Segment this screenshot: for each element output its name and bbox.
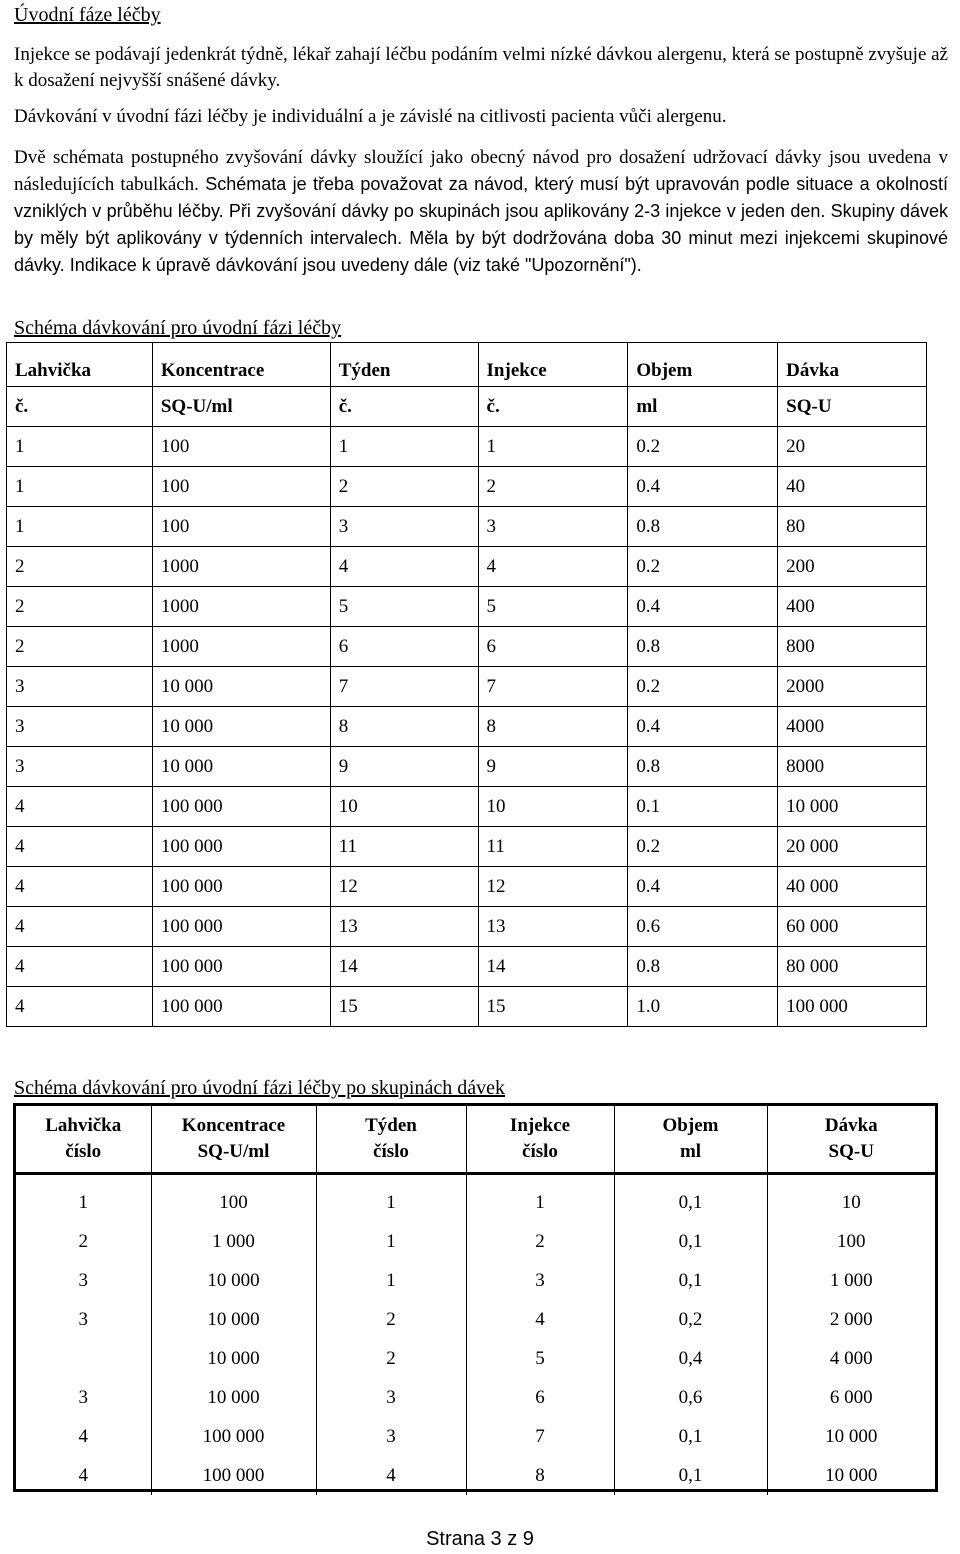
table-cell: 0.8: [628, 747, 778, 787]
table-cell: 0.4: [628, 587, 778, 627]
table-cell: 60 000: [778, 907, 927, 947]
column-header: Objem: [628, 343, 778, 387]
table-cell: 1: [466, 1174, 614, 1223]
table-cell: 10 000: [778, 787, 927, 827]
table-cell: 14: [330, 947, 478, 987]
table-cell: 4: [316, 1456, 466, 1495]
table-cell: 4 000: [767, 1339, 935, 1378]
table-row: [7, 627, 927, 667]
table-cell: 0.8: [628, 507, 778, 547]
table-row: [7, 587, 927, 627]
table-cell: 20: [778, 427, 927, 467]
table-cell: 12: [330, 867, 478, 907]
table-cell: 11: [330, 827, 478, 867]
table-cell: 100 000: [152, 787, 330, 827]
dosing-table-groups-frame: [13, 1103, 938, 1492]
table-cell: 2: [7, 587, 153, 627]
dosing-table-groups: [16, 1106, 935, 1495]
column-header-unit: SQ-U: [778, 387, 927, 427]
table-cell: 10: [767, 1174, 935, 1223]
table-row: [7, 467, 927, 507]
table-cell: 3: [478, 507, 628, 547]
table-cell: 1000: [152, 587, 330, 627]
column-header: [466, 1106, 614, 1174]
table-header-row: [7, 343, 927, 387]
table-cell: 4: [478, 547, 628, 587]
table-cell: 200: [778, 547, 927, 587]
column-header: Týden: [330, 343, 478, 387]
table-cell: 5: [330, 587, 478, 627]
table-cell: 100: [151, 1174, 316, 1223]
table-cell: 8000: [778, 747, 927, 787]
table-cell: 10 000: [151, 1261, 316, 1300]
table-cell: 1: [330, 427, 478, 467]
table-cell: 4: [7, 907, 153, 947]
table-cell: [16, 1339, 151, 1378]
dosing-table-initial: [6, 342, 927, 1027]
column-header-title: Lahvička: [45, 1115, 122, 1136]
table-cell: 3: [7, 667, 153, 707]
table-cell: 0.1: [628, 787, 778, 827]
table-row: [16, 1456, 935, 1495]
table-cell: 100 000: [778, 987, 927, 1027]
table-cell: 14: [478, 947, 628, 987]
table-cell: 5: [466, 1339, 614, 1378]
column-header-title: Dávka: [824, 1115, 878, 1136]
column-header: Koncentrace: [152, 343, 330, 387]
column-header-unit: číslo: [522, 1141, 558, 1162]
table-cell: 1000: [152, 627, 330, 667]
table-cell: 10 000: [151, 1339, 316, 1378]
table-cell: 4: [78, 1425, 88, 1447]
column-header-unit: č.: [7, 387, 153, 427]
table-cell: 0.8: [628, 947, 778, 987]
table-cell: 10: [478, 787, 628, 827]
table-row: [7, 547, 927, 587]
table-cell: 2: [466, 1222, 614, 1261]
table-cell: 1: [478, 427, 628, 467]
table-cell: 1 000: [151, 1222, 316, 1261]
table-cell: 10 000: [151, 1300, 316, 1339]
table-row: [7, 427, 927, 467]
table-row: [7, 867, 927, 907]
table-cell: 3: [78, 1386, 88, 1408]
column-header: Dávka: [778, 343, 927, 387]
table-cell: 100: [152, 427, 330, 467]
table-cell: 100 000: [152, 987, 330, 1027]
table-cell: 6 000: [767, 1378, 935, 1417]
column-header-unit: ml: [628, 387, 778, 427]
table-cell: 0.6: [628, 907, 778, 947]
section-heading: Úvodní fáze léčby: [14, 4, 161, 26]
column-header-unit: č.: [478, 387, 628, 427]
table-cell: 9: [330, 747, 478, 787]
table-cell: 40: [778, 467, 927, 507]
table-cell: 2: [478, 467, 628, 507]
table-cell: 6: [330, 627, 478, 667]
table-cell: 7: [478, 667, 628, 707]
table-cell: 40 000: [778, 867, 927, 907]
paragraph-schemes-part2: Schémata je třeba považovat za návod, který musí být upravován podle situace a okolností vzniklých v průběhu léčby. Při zvyšování dávky po skupinách jsou aplikovány 2-3 injekce v jeden den. Skupiny dávek by měly být aplikovány v týdenních intervalech. Měla by být dodržována doba 30 minut mezi injekcemi skupinové dávky. Indikace k úpravě dávkování jsou uvedeny dále (viz také "Upozornění").: [14, 174, 948, 275]
table-cell: 100 000: [152, 907, 330, 947]
table-cell: 1: [7, 507, 153, 547]
table-cell: 8: [466, 1456, 614, 1495]
table-cell: 100: [767, 1222, 935, 1261]
table-cell: 1: [316, 1261, 466, 1300]
table-cell: 1.0: [628, 987, 778, 1027]
table-cell: 7: [466, 1417, 614, 1456]
table-cell: 8: [330, 707, 478, 747]
table-cell: 2: [316, 1339, 466, 1378]
table-cell: 0,1: [614, 1456, 767, 1495]
table2-caption: Schéma dávkování pro úvodní fázi léčby po skupinách dávek: [14, 1077, 505, 1099]
column-header: [316, 1106, 466, 1174]
table-row: [7, 747, 927, 787]
table-cell: 0.4: [628, 707, 778, 747]
table-row: [16, 1222, 935, 1261]
table-cell: 3: [316, 1417, 466, 1456]
table-cell: 6: [466, 1378, 614, 1417]
column-header: [16, 1106, 151, 1174]
table-cell: 2: [330, 467, 478, 507]
table-cell: 3: [330, 507, 478, 547]
table-cell: 800: [778, 627, 927, 667]
table-row: [16, 1261, 935, 1300]
table-cell: 100: [152, 467, 330, 507]
table-cell: 2 000: [767, 1300, 935, 1339]
table-cell: 2: [7, 627, 153, 667]
table-cell: 2: [316, 1300, 466, 1339]
paragraph-dosing-individual: Dávkování v úvodní fázi léčby je individuální a je závislé na citlivosti pacienta vůči alergenu.: [14, 106, 727, 127]
table-cell: 4: [7, 987, 153, 1027]
table-cell: 2000: [778, 667, 927, 707]
table-row: [7, 947, 927, 987]
table-cell: 0,4: [614, 1339, 767, 1378]
table-row: [7, 707, 927, 747]
table-cell: 3: [78, 1308, 88, 1330]
table-cell: 0.8: [628, 627, 778, 667]
table-cell: 5: [478, 587, 628, 627]
table-cell: 11: [478, 827, 628, 867]
table-header-units-row: [7, 387, 927, 427]
table-cell: 0,1: [614, 1261, 767, 1300]
table-cell: 10 000: [767, 1456, 935, 1495]
table-cell: 100: [152, 507, 330, 547]
table-cell: 0,1: [614, 1174, 767, 1223]
paragraph-schemes-part1: Dvě schémata postupného zvyšování dávky sloužící jako obecný návod pro dosažení udržovací dávky jsou uvedena v následujících tabulkách.: [14, 147, 948, 195]
table-cell: 12: [478, 867, 628, 907]
table-cell: 15: [478, 987, 628, 1027]
column-header-unit: SQ-U/ml: [197, 1141, 270, 1162]
table-cell: 3: [7, 707, 153, 747]
table-cell: 3: [316, 1378, 466, 1417]
column-header: [614, 1106, 767, 1174]
column-header: [767, 1106, 935, 1174]
table-cell: 15: [330, 987, 478, 1027]
table-cell: 10 000: [152, 747, 330, 787]
table-cell: 100 000: [151, 1417, 316, 1456]
table-cell: 2: [78, 1230, 88, 1252]
table-cell: 4000: [778, 707, 927, 747]
table-cell: 4: [466, 1300, 614, 1339]
column-header-unit: číslo: [373, 1141, 409, 1162]
table-cell: 80: [778, 507, 927, 547]
table-cell: 100 000: [152, 827, 330, 867]
table-cell: 100 000: [152, 947, 330, 987]
table-cell: 0.2: [628, 427, 778, 467]
table-cell: 0.4: [628, 867, 778, 907]
table-cell: 100 000: [152, 867, 330, 907]
table-row: [7, 827, 927, 867]
table-cell: 7: [330, 667, 478, 707]
table-cell: 10 000: [152, 707, 330, 747]
paragraph-schemes: [14, 145, 948, 279]
column-header-title: Týden: [365, 1115, 417, 1136]
table-cell: 1: [78, 1191, 88, 1213]
page-number: Strana 3 z 9: [426, 1528, 534, 1550]
column-header-unit: ml: [679, 1141, 702, 1162]
table-row: [7, 507, 927, 547]
table-row: [16, 1339, 935, 1378]
table-cell: 0,2: [614, 1300, 767, 1339]
table-cell: 13: [330, 907, 478, 947]
column-header-title: Injekce: [509, 1115, 571, 1136]
table-cell: 1000: [152, 547, 330, 587]
table-cell: 2: [7, 547, 153, 587]
table-row: [16, 1378, 935, 1417]
table-cell: 4: [7, 787, 153, 827]
column-header: [151, 1106, 316, 1174]
column-header: Injekce: [478, 343, 628, 387]
table-cell: 3: [78, 1269, 88, 1291]
table-cell: 13: [478, 907, 628, 947]
table-cell: 0.2: [628, 667, 778, 707]
table-row: [16, 1174, 935, 1223]
table-cell: 0.2: [628, 827, 778, 867]
table-cell: 4: [7, 867, 153, 907]
column-header-title: Objem: [662, 1115, 719, 1136]
table-row: [7, 667, 927, 707]
paragraph-injections: Injekce se podávají jedenkrát týdně, lékař zahají léčbu podáním velmi nízké dávkou alergenu, která se postupně zvyšuje až k dosažení nejvyšší snášené dávky.: [14, 44, 948, 91]
table-cell: 1: [7, 467, 153, 507]
table-cell: 1: [316, 1222, 466, 1261]
table-cell: 4: [78, 1464, 88, 1486]
table-row: [7, 787, 927, 827]
table-cell: 0,6: [614, 1378, 767, 1417]
table-cell: 0.4: [628, 467, 778, 507]
table-header-row: [16, 1106, 935, 1174]
table-cell: 20 000: [778, 827, 927, 867]
table-cell: 100 000: [151, 1456, 316, 1495]
table-cell: 10 000: [151, 1378, 316, 1417]
table1-caption: Schéma dávkování pro úvodní fázi léčby: [14, 317, 342, 339]
table-cell: 0,1: [614, 1222, 767, 1261]
column-header-unit: SQ-U/ml: [152, 387, 330, 427]
table-cell: 1: [7, 427, 153, 467]
column-header-unit: číslo: [65, 1141, 102, 1162]
table-cell: 0,1: [614, 1417, 767, 1456]
table-cell: 3: [466, 1261, 614, 1300]
table-cell: 8: [478, 707, 628, 747]
table-cell: 4: [330, 547, 478, 587]
table-row: [16, 1417, 935, 1456]
column-header: Lahvička: [7, 343, 153, 387]
table-row: [7, 907, 927, 947]
column-header-unit: č.: [330, 387, 478, 427]
table-cell: 6: [478, 627, 628, 667]
table-cell: 10 000: [767, 1417, 935, 1456]
table-cell: 1 000: [767, 1261, 935, 1300]
table-row: [7, 987, 927, 1027]
table-row: [16, 1300, 935, 1339]
table-cell: 10: [330, 787, 478, 827]
column-header-title: Koncentrace: [181, 1115, 286, 1136]
table-cell: 3: [7, 747, 153, 787]
table-cell: 10 000: [152, 667, 330, 707]
table-cell: 400: [778, 587, 927, 627]
table-cell: 4: [7, 947, 153, 987]
table-cell: 0.2: [628, 547, 778, 587]
table-cell: 80 000: [778, 947, 927, 987]
table-cell: 9: [478, 747, 628, 787]
table-cell: 1: [316, 1174, 466, 1223]
column-header-unit: SQ-U: [828, 1141, 874, 1162]
table-cell: 4: [7, 827, 153, 867]
